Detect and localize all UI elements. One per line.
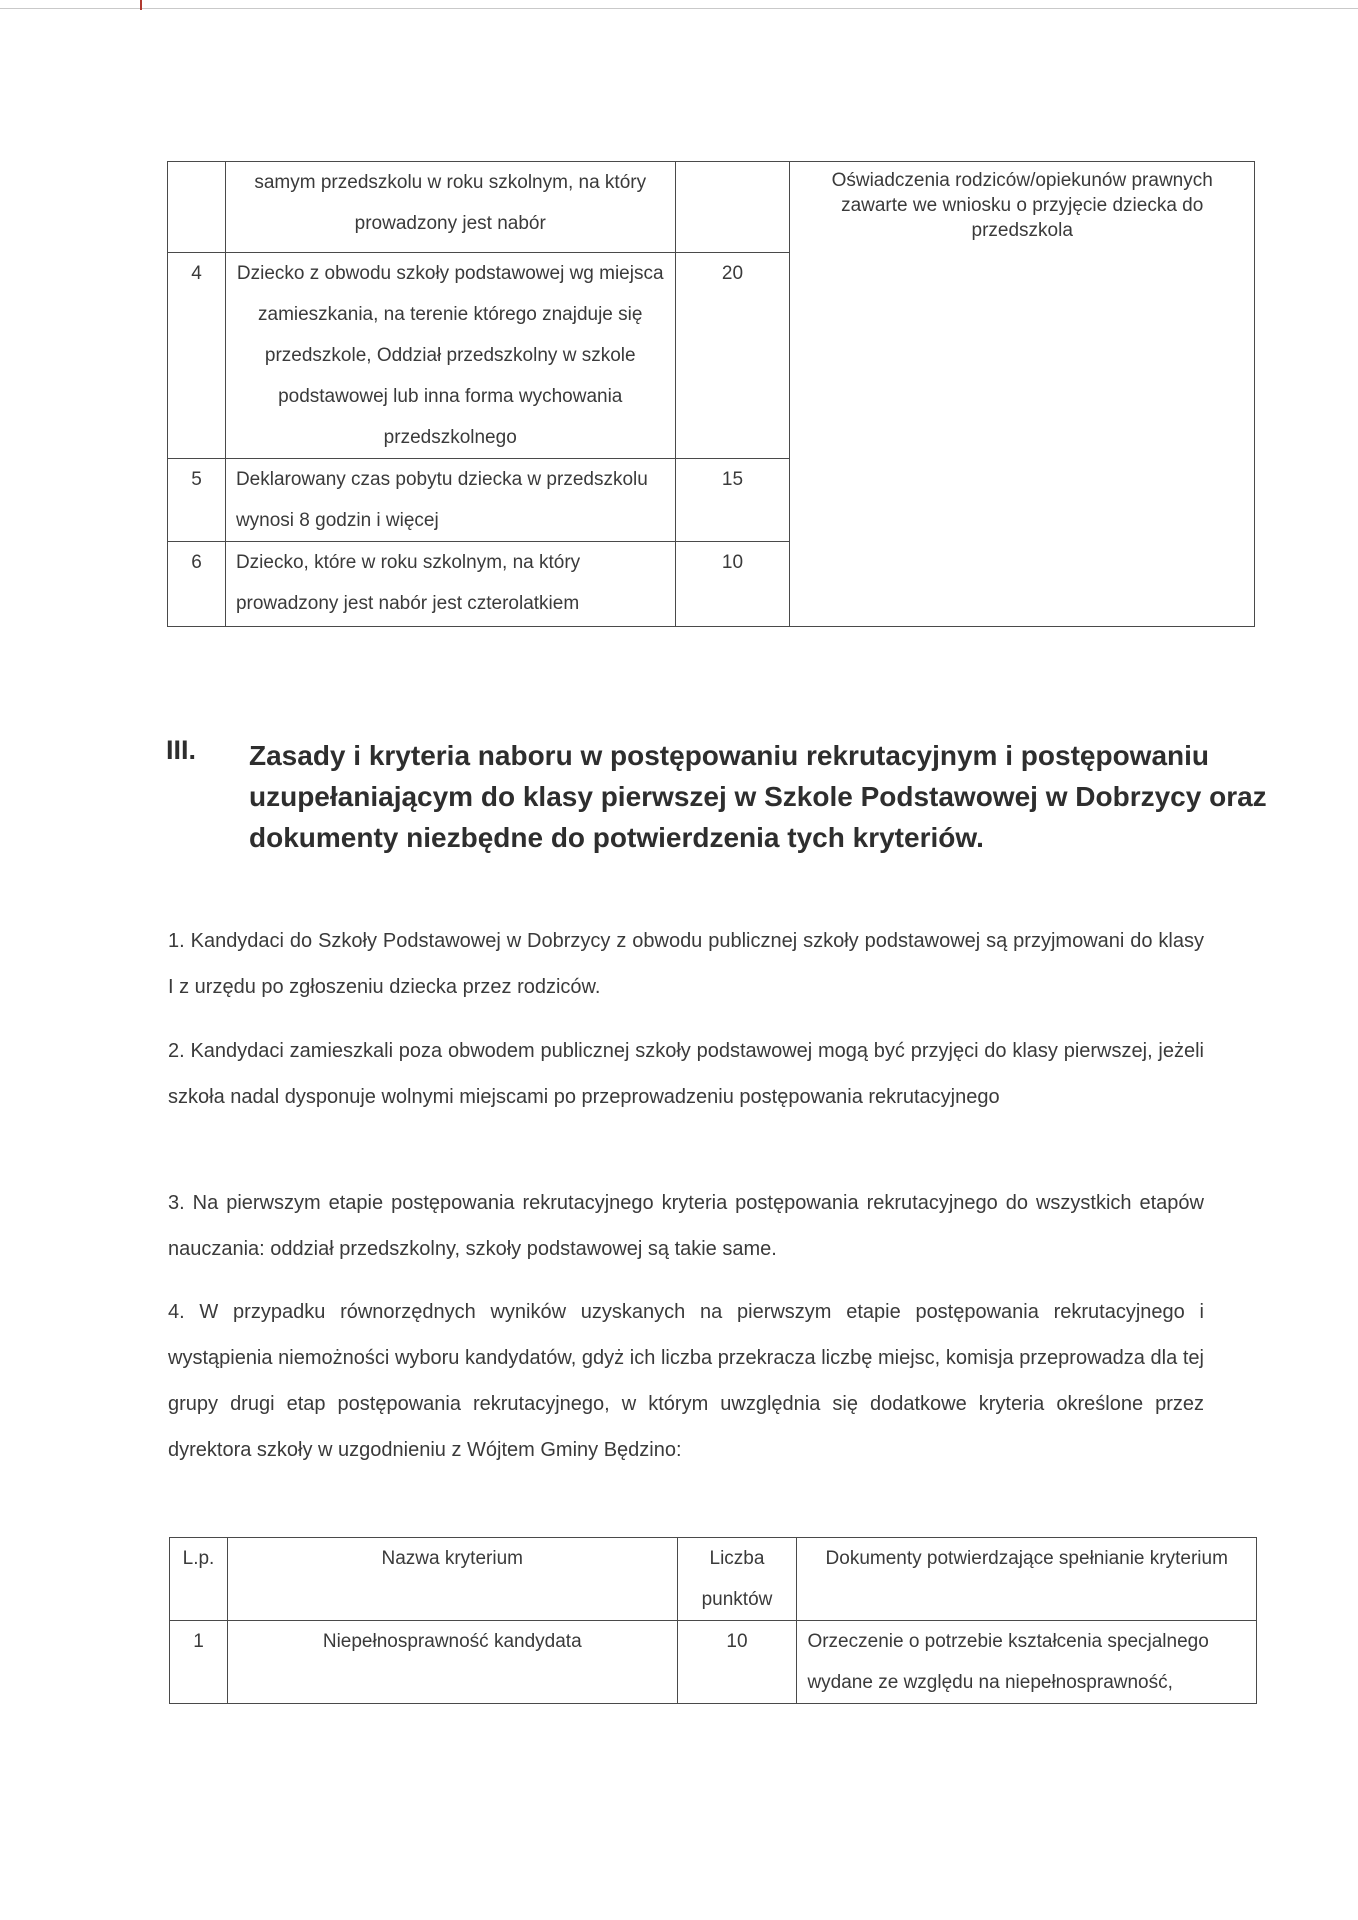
paragraph-1: 1. Kandydaci do Szkoły Podstawowej w Dobrzycy z obwodu publicznej szkoły podstawowej są przyjmowani do klasy I z urzędu po zgłoszeniu dziecka przez rodziców. — [168, 930, 1204, 998]
points-cell: 10 — [675, 542, 790, 627]
criterion-cell: Dziecko, które w roku szkolnym, na który prowadzony jest nabór jest czterolatkiem — [225, 542, 675, 627]
table-row — [168, 162, 1255, 253]
table-header-row — [170, 1538, 1257, 1621]
points-cell: 10 — [677, 1621, 797, 1704]
header-points: Liczba punktów — [677, 1538, 797, 1621]
points-cell — [675, 162, 790, 253]
documents-cell: Orzeczenie o potrzebie kształcenia specjalnego wydane ze względu na niepełnosprawność, — [797, 1621, 1257, 1704]
paragraph-2: 2. Kandydaci zamieszkali poza obwodem publicznej szkoły podstawowej mogą być przyjęci do klasy pierwszej, jeżeli szkoła nadal dysponuje wolnymi miejscami po przeprowadzeniu postępowania rekrutacyjnego — [168, 1040, 1204, 1108]
criteria-table — [169, 1537, 1257, 1704]
header-name: Nazwa kryterium — [227, 1538, 677, 1621]
section-title: Zasady i kryteria naboru w postępowaniu rekrutacyjnym i postępowaniu uzupełaniającym do klasy pierwszej w Szkole Podstawowej w Dobrzycy oraz dokumenty niezbędne do potwierdzenia tych kryteriów. — [249, 740, 1267, 853]
points-cell: 20 — [675, 253, 790, 459]
lp-cell: 4 — [168, 253, 226, 459]
criterion-cell: Dziecko z obwodu szkoły podstawowej wg miejsca zamieszkania, na terenie którego znajduje się przedszkole, Oddział przedszkolny w szkole podstawowej lub inna forma wychowania przedszkolnego — [225, 253, 675, 459]
scan-edge-line — [0, 8, 1358, 9]
header-documents: Dokumenty potwierdzające spełnianie kryterium — [797, 1538, 1257, 1621]
documents-cell: Oświadczenia rodziców/opiekunów prawnych zawarte we wniosku o przyjęcie dziecka do przedszkola — [790, 162, 1255, 627]
paragraph-3: 3. Na pierwszym etapie postępowania rekrutacyjnego kryteria postępowania rekrutacyjnego do wszystkich etapów nauczania: oddział przedszkolny, szkoły podstawowej są takie same. — [168, 1192, 1204, 1260]
lp-cell: 5 — [168, 459, 226, 542]
continued-criteria-table — [167, 161, 1255, 627]
criterion-cell: Niepełnosprawność kandydata — [227, 1621, 677, 1704]
scan-margin-mark — [140, 0, 142, 10]
lp-cell: 6 — [168, 542, 226, 627]
paragraph-4: 4. W przypadku równorzędnych wyników uzyskanych na pierwszym etapie postępowania rekrutacyjnego i wystąpienia niemożności wyboru kandydatów, gdyż ich liczba przekracza liczbę miejsc, komisja przeprowadza dla tej grupy drugi etap postępowania rekrutacyjnego, w którym uwzględnia się dodatkowe kryteria określone przez dyrektora szkoły w uzgodnieniu z Wójtem Gminy Będzino: — [168, 1301, 1204, 1461]
header-lp: L.p. — [170, 1538, 228, 1621]
section-number: III. — [166, 735, 197, 765]
points-cell: 15 — [675, 459, 790, 542]
lp-cell: 1 — [170, 1621, 228, 1704]
criterion-cell: samym przedszkolu w roku szkolnym, na który prowadzony jest nabór — [225, 162, 675, 253]
table-row — [170, 1621, 1257, 1704]
lp-cell — [168, 162, 226, 253]
criterion-cell: Deklarowany czas pobytu dziecka w przedszkolu wynosi 8 godzin i więcej — [225, 459, 675, 542]
